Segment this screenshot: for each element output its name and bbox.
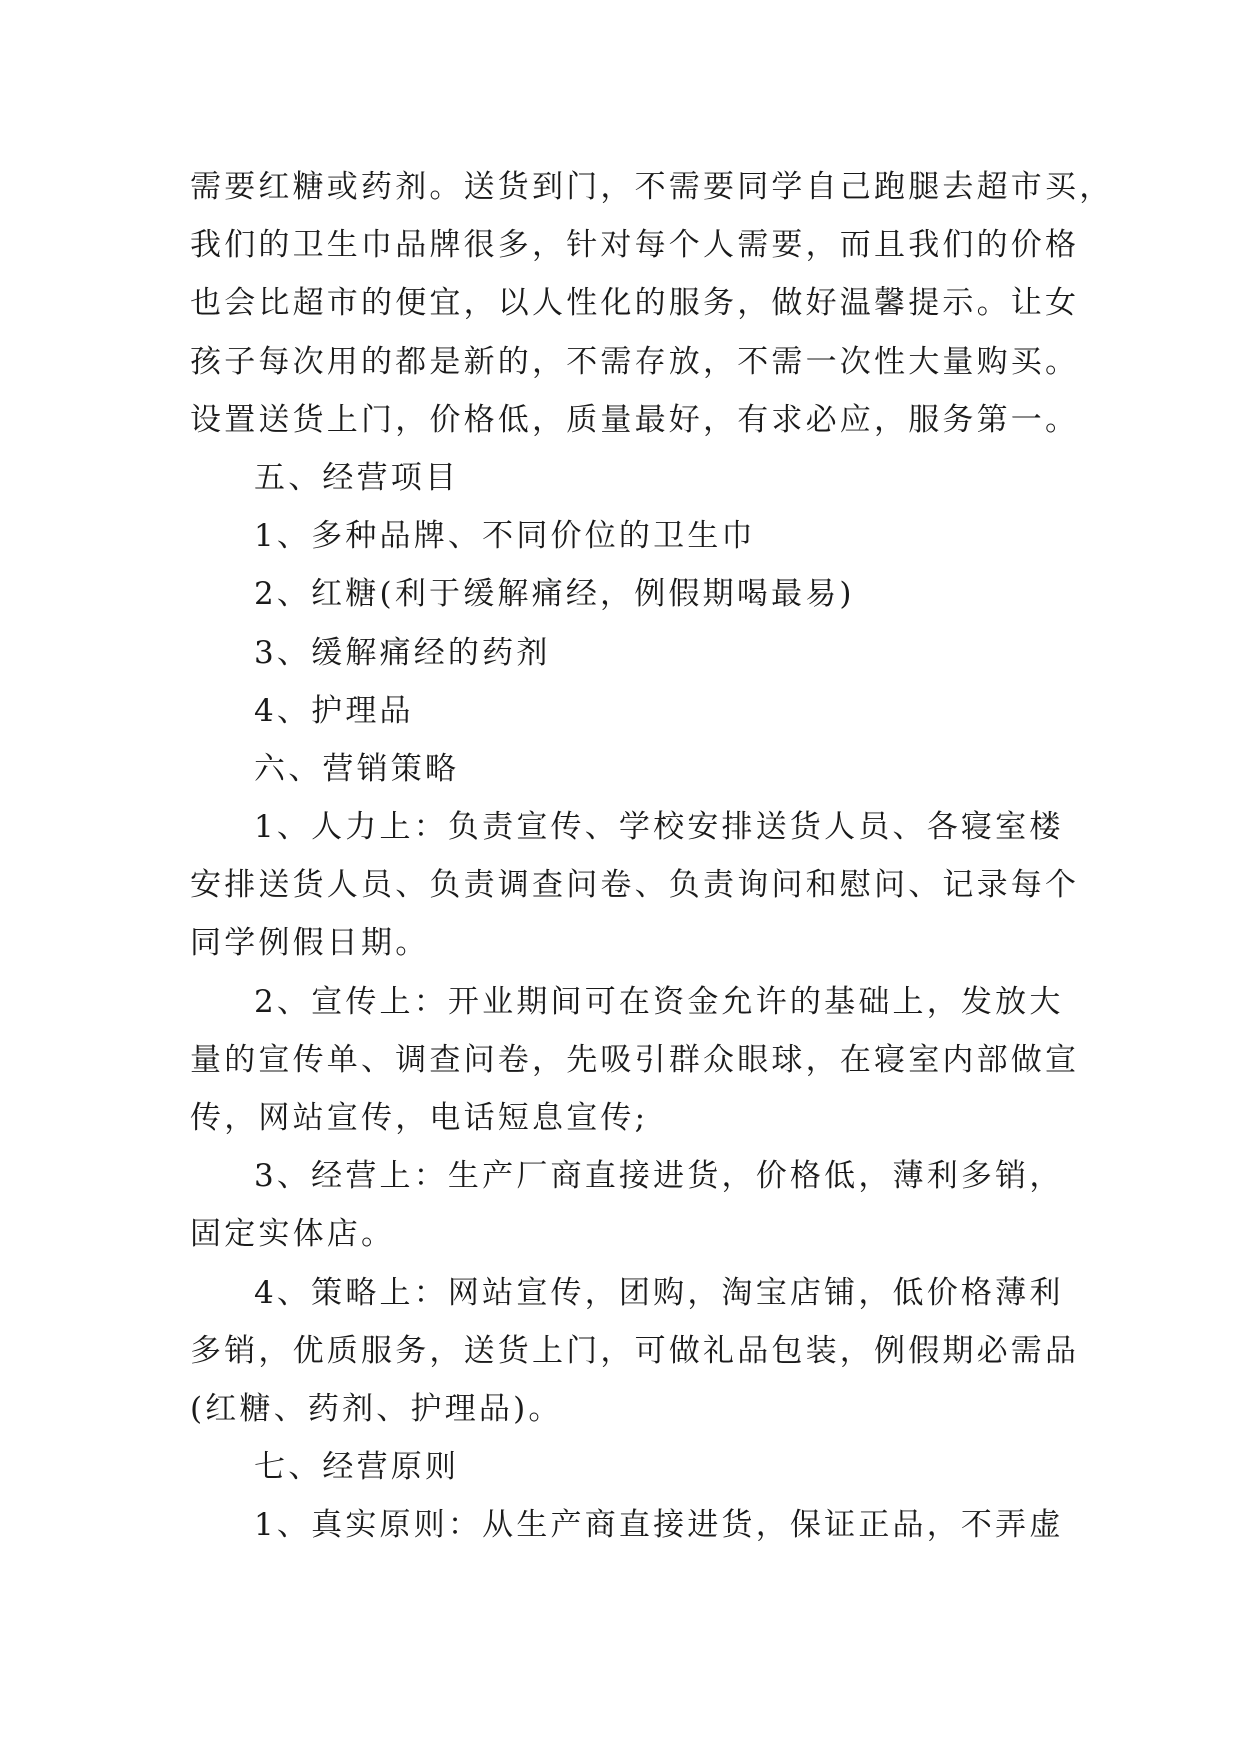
body-text	[190, 158, 1114, 1555]
list-item: 2、宣传上：开业期间可在资金允许的基础上，发放大	[254, 983, 1064, 1020]
list-item: 3、缓解痛经的药剂	[254, 634, 551, 671]
text-line: 安排送货人员、负责调查问卷、负责询问和慰问、记录每个	[190, 867, 1080, 904]
text-line: 传，网站宣传，电话短息宣传;	[190, 1100, 649, 1136]
list-item: 4、策略上：网站宣传，团购，淘宝店铺，低价格薄利	[254, 1274, 1064, 1311]
text-line: 也会比超市的便宜，以人性化的服务，做好温馨提示。让女	[190, 285, 1080, 322]
list-item: 4、护理品	[254, 692, 414, 729]
text-line: 量的宣传单、调查问卷，先吸引群众眼球，在寝室内部做宣	[190, 1041, 1080, 1078]
text-line: 多销，优质服务，送货上门，可做礼品包装，例假期必需品	[190, 1332, 1080, 1369]
text-line: 固定实体店。	[190, 1216, 396, 1253]
list-item: 1、多种品牌、不同价位的卫生巾	[254, 518, 756, 555]
list-item: 3、经营上：生产厂商直接进货，价格低，薄利多销，	[254, 1158, 1064, 1195]
list-item: 1、真实原则：从生产商直接进货，保证正品，不弄虚	[254, 1507, 1064, 1544]
text-line: (红糖、药剂、护理品)。	[190, 1390, 563, 1427]
text-line: 需要红糖或药剂。送货到门，不需要同学自己跑腿去超市买，	[190, 169, 1114, 205]
text-line: 孩子每次用的都是新的，不需存放，不需一次性大量购买。	[190, 343, 1080, 380]
text-line: 同学例假日期。	[190, 925, 430, 962]
list-item: 1、人力上：负责宣传、学校安排送货人员、各寝室楼	[254, 809, 1064, 846]
section-heading: 七、经营原则	[254, 1449, 460, 1486]
text-line: 设置送货上门，价格低，质量最好，有求必应，服务第一。	[190, 401, 1080, 438]
section-heading: 六、营销策略	[254, 750, 460, 787]
list-item: 2、红糖(利于缓解痛经，例假期喝最易)	[254, 576, 855, 613]
text-line: 我们的卫生巾品牌很多，针对每个人需要，而且我们的价格	[190, 227, 1080, 264]
section-heading: 五、经营项目	[254, 459, 460, 496]
